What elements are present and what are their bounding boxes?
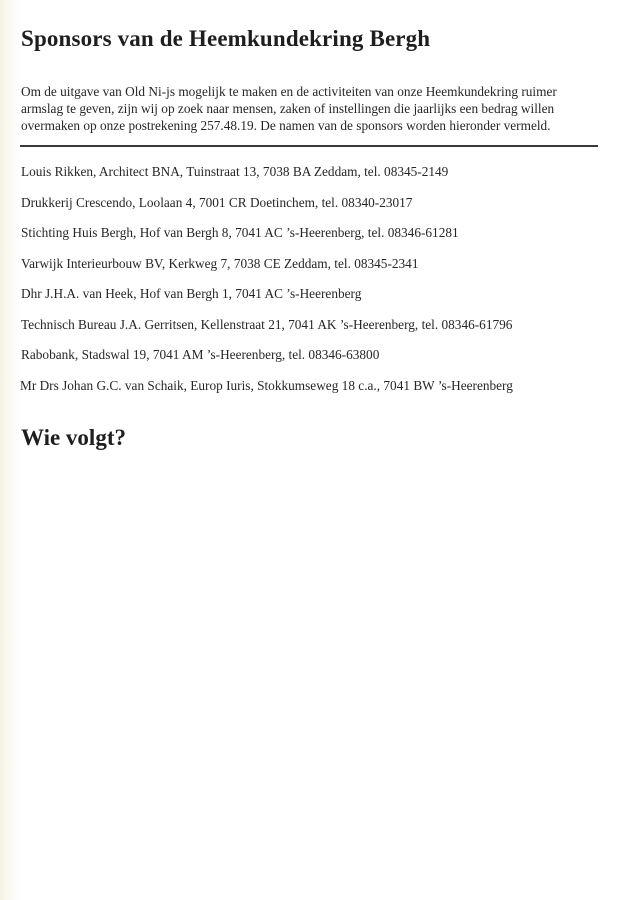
sponsor-item: Dhr J.H.A. van Heek, Hof van Bergh 1, 7041 AC ’s-Heerenberg: [21, 286, 362, 301]
intro-line: overmaken op onze postrekening 257.48.19. De namen van de sponsors worden hieronder vermeld.: [21, 118, 551, 133]
sponsor-item: Louis Rikken, Architect BNA, Tuinstraat 13, 7038 BA Zeddam, tel. 08345-2149: [21, 164, 449, 179]
sponsor-item: Drukkerij Crescendo, Loolaan 4, 7001 CR Doetinchem, tel. 08340-23017: [21, 194, 413, 210]
sponsor-item: Rabobank, Stadswal 19, 7041 AM ’s-Heerenberg, tel. 08346-63800: [21, 347, 380, 362]
page-title: Sponsors van de Heemkundekring Bergh: [21, 26, 431, 51]
intro-line: Om de uitgave van Old Ni-js mogelijk te maken en de activiteiten van onze Heemkundekring ruimer: [21, 84, 557, 99]
sponsor-item: Technisch Bureau J.A. Gerritsen, Kellenstraat 21, 7041 AK ’s-Heerenberg, tel. 08346-61796: [21, 316, 513, 332]
sponsor-item: Stichting Huis Bergh, Hof van Bergh 8, 7041 AC ’s-Heerenberg, tel. 08346-61281: [21, 225, 459, 240]
sponsor-list: [21, 163, 513, 407]
sponsor-item: Varwijk Interieurbouw BV, Kerkweg 7, 7038 CE Zeddam, tel. 08345-2341: [21, 255, 419, 271]
closing-heading: Wie volgt?: [21, 425, 126, 450]
section-divider: [20, 145, 598, 147]
sponsor-item: Mr Drs Johan G.C. van Schaik, Europ Iuris, Stokkumseweg 18 c.a., 7041 BW ’s-Heerenberg: [20, 377, 513, 393]
intro-line: armslag te geven, zijn wij op zoek naar mensen, zaken of instellingen die jaarlijks een bedrag willen: [21, 101, 555, 116]
intro-paragraph: [21, 83, 621, 134]
